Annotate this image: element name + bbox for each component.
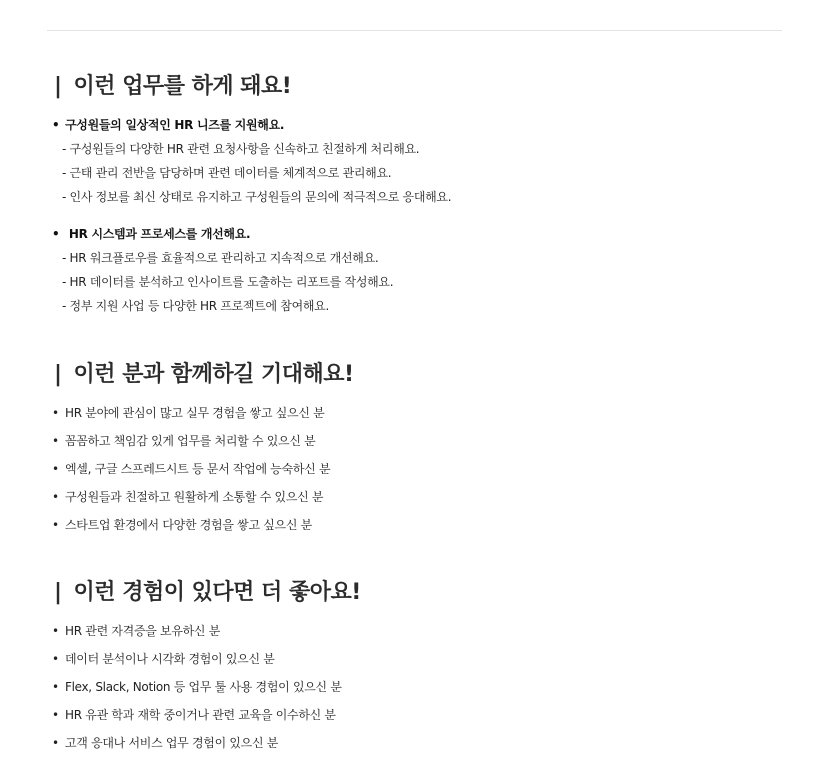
- preferred-text: Flex, Slack, Notion 등 업무 툴 사용 경험이 있으신 분: [65, 680, 342, 694]
- bullet-dot: •: [52, 736, 59, 750]
- duty-detail-line: - 구성원들의 다양한 HR 관련 요청사항을 신속하고 친절하게 처리해요.: [62, 142, 420, 156]
- bullet-dot: •: [52, 434, 59, 448]
- bullet-dot: •: [52, 652, 59, 666]
- section-title-text: 이런 경험이 있다면 더 좋아요!: [73, 580, 361, 605]
- section-title-duties: [54, 72, 291, 102]
- duty-detail-line: - 정부 지원 사업 등 다양한 HR 프로젝트에 참여해요.: [62, 299, 329, 313]
- bullet-dot: •: [52, 490, 59, 504]
- section-title-requirements: [54, 360, 354, 390]
- preferred-text: 고객 응대나 서비스 업무 경험이 있으신 분: [65, 736, 279, 750]
- requirement-text: 구성원들과 친절하고 원활하게 소통할 수 있으신 분: [65, 490, 324, 504]
- preferred-text: HR 관련 자격증을 보유하신 분: [65, 624, 221, 638]
- bullet-dot: •: [52, 406, 59, 420]
- duty-detail-line: - HR 워크플로우를 효율적으로 관리하고 지속적으로 개선해요.: [62, 251, 379, 265]
- preferred-item: [52, 707, 336, 723]
- bullet-dot: •: [52, 680, 59, 694]
- preferred-item: [52, 735, 278, 751]
- section-title-text: 이런 업무를 하게 돼요!: [73, 74, 292, 99]
- requirement-text: 엑셀, 구글 스프레드시트 등 문서 작업에 능숙하신 분: [65, 462, 331, 476]
- bullet-dot: •: [52, 462, 59, 476]
- preferred-text: 데이터 분석이나 시각화 경험이 있으신 분: [65, 652, 275, 666]
- top-divider: [47, 30, 782, 31]
- title-bar-mark: |: [54, 362, 62, 387]
- bullet-dot: •: [52, 708, 59, 722]
- requirement-item: [52, 489, 323, 505]
- preferred-item: [52, 679, 342, 695]
- requirement-text: HR 분야에 관심이 많고 실무 경험을 쌓고 싶으신 분: [65, 406, 325, 420]
- requirement-item: [52, 433, 315, 449]
- title-bar-mark: |: [54, 74, 62, 99]
- bullet-dot: •: [52, 518, 59, 532]
- duty-detail-line: - 근태 관리 전반을 담당하며 관련 데이터를 체계적으로 관리해요.: [62, 166, 392, 180]
- preferred-item: [52, 623, 220, 639]
- requirement-item: [52, 517, 312, 533]
- duty-group-heading: [52, 226, 250, 242]
- section-title-preferred: [54, 578, 361, 608]
- bullet-dot: •: [52, 118, 60, 132]
- preferred-item: [52, 651, 275, 667]
- requirement-text: 스타트업 환경에서 다양한 경험을 쌓고 싶으신 분: [65, 518, 312, 532]
- title-bar-mark: |: [54, 580, 62, 605]
- bullet-dot: •: [52, 227, 60, 241]
- duty-detail-line: - HR 데이터를 분석하고 인사이트를 도출하는 리포트를 작성해요.: [62, 275, 394, 289]
- preferred-text: HR 유관 학과 재학 중이거나 관련 교육을 이수하신 분: [65, 708, 336, 722]
- bullet-dot: •: [52, 624, 59, 638]
- duty-group-heading-text: HR 시스템과 프로세스를 개선해요.: [65, 227, 251, 241]
- requirement-item: [52, 461, 330, 477]
- requirement-text: 꼼꼼하고 책임감 있게 업무를 처리할 수 있으신 분: [65, 434, 316, 448]
- duty-detail-line: - 인사 정보를 최신 상태로 유지하고 구성원들의 문의에 적극적으로 응대해요.: [62, 190, 452, 204]
- duty-group-heading: [52, 117, 284, 133]
- section-title-text: 이런 분과 함께하길 기대해요!: [73, 362, 354, 387]
- requirement-item: [52, 405, 324, 421]
- duty-group-heading-text: 구성원들의 일상적인 HR 니즈를 지원해요.: [65, 118, 285, 132]
